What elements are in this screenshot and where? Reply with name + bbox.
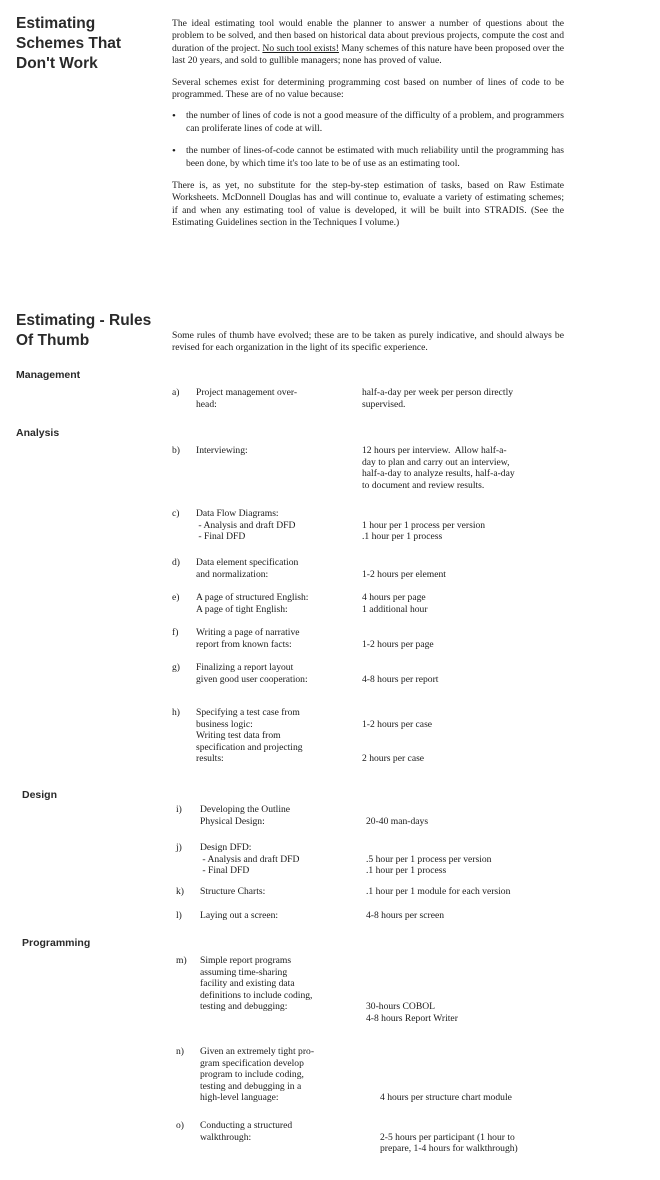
rule-letter: f): [172, 627, 179, 638]
rule-letter: k): [176, 886, 184, 897]
rule-letter: i): [176, 804, 182, 815]
rule-task: [200, 955, 350, 1013]
rule-estimate: [366, 910, 566, 922]
rule-task: [200, 842, 350, 877]
heading-line: Estimating - Rules: [16, 312, 152, 329]
rule-estimate-line: [362, 627, 562, 639]
rule-estimate-line: .1 hour per 1 process: [366, 865, 447, 877]
rule-task-line: - Final DFD: [196, 531, 246, 543]
rule-letter: b): [172, 445, 180, 456]
section-heading-estimating-schemes: [16, 14, 121, 74]
rule-task-line: - Final DFD: [200, 865, 250, 877]
heading-line: Don't Work: [16, 55, 98, 72]
rule-estimate: [362, 387, 562, 410]
heading-line: Of Thumb: [16, 332, 90, 349]
text-run: The ideal estimating tool would enable the planner to answer a number of questions about the problem to be solved, and then based on historical data about previous projects, compute the cost and duration of the project.: [172, 18, 564, 54]
rule-task-line: and normalization:: [196, 568, 269, 580]
rule-task-line: A page of tight English:: [196, 603, 288, 615]
rule-estimate-line: 1 additional hour: [362, 603, 428, 615]
rule-task: [196, 707, 346, 765]
paragraph: Several schemes exist for determining programming cost based on number of lines of code to be programmed. These are of no value because:: [172, 76, 564, 101]
rule-estimate-line: [362, 557, 562, 569]
rule-estimate-line: 12 hours per interview. Allow half-a-: [362, 445, 507, 456]
rule-task-line: Given an extremely tight pro-: [200, 1046, 315, 1057]
rule-estimate: [362, 707, 562, 765]
rule-task: [200, 1046, 350, 1104]
rule-estimate: [362, 508, 562, 543]
rule-task-line: Finalizing a report layout: [196, 662, 294, 673]
rule-task: [196, 387, 346, 410]
rule-task-line: testing and debugging in a: [200, 1080, 302, 1092]
rule-task: [200, 910, 350, 922]
rule-estimate-line: [380, 1069, 580, 1081]
rule-estimate-line: day to plan and carry out an interview,: [362, 456, 510, 468]
rule-task: [200, 804, 350, 827]
rule-estimate-line: 20-40 man-days: [366, 815, 429, 827]
rule-estimate-line: 4-8 hours Report Writer: [366, 1012, 458, 1024]
rule-estimate-line: [366, 955, 566, 967]
rule-task-line: Specifying a test case from: [196, 707, 300, 718]
rule-estimate-line: 30-hours COBOL: [366, 1001, 436, 1013]
rule-task-line: Writing test data from: [196, 730, 281, 742]
rule-estimate: [380, 1046, 580, 1104]
rule-estimate-line: .1 hour per 1 process: [362, 531, 443, 543]
rule-letter: h): [172, 707, 180, 718]
rule-estimate: [362, 592, 562, 615]
rule-letter: e): [172, 592, 180, 603]
rule-estimate: [366, 842, 566, 877]
rule-estimate: [362, 445, 562, 491]
rule-estimate-line: 1-2 hours per case: [362, 718, 433, 730]
rule-task-line: report from known facts:: [196, 638, 292, 650]
rule-estimate-line: half-a-day to analyze results, half-a-day: [362, 468, 515, 480]
rule-estimate-line: .1 hour per 1 module for each version: [366, 886, 511, 897]
rule-task-line: business logic:: [196, 718, 253, 730]
rule-estimate-line: [362, 707, 562, 719]
rule-estimate-line: [366, 990, 566, 1002]
rule-estimate-line: [366, 967, 566, 979]
category-label-analysis: Analysis: [16, 427, 60, 439]
rule-task: [196, 662, 346, 685]
category-label-management: Management: [16, 369, 81, 381]
rule-letter: d): [172, 557, 180, 568]
rule-letter: j): [176, 842, 182, 853]
section2-intro: Some rules of thumb have evolved; these are to be taken as purely indicative, and should always be revised for each organization in the light of its specific experience.: [172, 330, 564, 354]
rule-estimate-line: half-a-day per week per person directly: [362, 387, 514, 398]
rule-task: [196, 627, 346, 650]
bullet-item: • the number of lines of code is not a good measure of the difficulty of a problem, and programmers can proliferate lines of code at will.: [172, 110, 564, 135]
rule-task-line: Interviewing:: [196, 445, 248, 456]
rule-estimate-line: [366, 978, 566, 990]
rule-letter: n): [176, 1046, 184, 1057]
rule-task-line: walkthrough:: [200, 1131, 252, 1143]
rule-estimate-line: 4-8 hours per report: [362, 673, 439, 685]
rule-estimate-line: [362, 742, 562, 754]
paragraph: There is, as yet, no substitute for the step-by-step estimation of tasks, based on Raw Estimate Worksheets. McDonnell Douglas has and will continue to, evaluate a variety of estimating schemes; if and when any estimating tool of value is developed, it will be built into STRADIS. (See the Estimating Guidelines section in the Techniques I volume.): [172, 180, 564, 229]
heading-line: Estimating: [16, 15, 96, 32]
rule-task: [196, 592, 346, 615]
rule-task-line: Structure Charts:: [200, 886, 266, 897]
rule-estimate-line: to document and review results.: [362, 479, 485, 491]
rule-estimate-line: supervised.: [362, 398, 406, 410]
rule-task-line: head:: [196, 398, 217, 410]
rule-task: [196, 445, 346, 457]
rule-estimate-line: [362, 508, 562, 520]
rule-estimate-line: [380, 1120, 580, 1132]
bullet-item: • the number of lines-of-code cannot be estimated with much reliability until the programming has been done, by which time it's too late to be of use as an estimating tool.: [172, 145, 564, 170]
rule-estimate: [362, 627, 562, 650]
rule-task-line: Physical Design:: [200, 815, 265, 827]
rule-estimate-line: prepare, 1-4 hours for walkthrough): [380, 1143, 518, 1155]
heading-line: Schemes That: [16, 35, 122, 52]
rule-estimate-line: 2 hours per case: [362, 753, 425, 765]
rule-estimate: [362, 662, 562, 685]
rule-task-line: Data element specification: [196, 557, 299, 568]
rule-task-line: - Analysis and draft DFD: [200, 853, 300, 865]
rule-task-line: gram specification develop: [200, 1057, 304, 1069]
rule-task-line: results:: [196, 753, 224, 765]
rule-estimate-line: 1-2 hours per page: [362, 638, 434, 650]
rule-estimate-line: 1 hour per 1 process per version: [362, 519, 486, 531]
rule-estimate-line: 4-8 hours per screen: [366, 910, 445, 921]
rule-task: [196, 557, 346, 580]
rule-estimate-line: 4 hours per structure chart module: [380, 1092, 512, 1104]
rule-estimate: [366, 804, 566, 827]
rule-task-line: Data Flow Diagrams:: [196, 508, 279, 519]
rule-letter: m): [176, 955, 187, 966]
rule-letter: l): [176, 910, 182, 921]
rule-task-line: Simple report programs: [200, 955, 292, 966]
rule-estimate-line: [362, 730, 562, 742]
rule-task-line: facility and existing data: [200, 978, 295, 990]
rule-estimate: [366, 955, 566, 1025]
rule-estimate-line: [366, 804, 566, 816]
rule-task-line: program to include coding,: [200, 1069, 304, 1081]
rule-letter: c): [172, 508, 180, 519]
rule-task-line: Conducting a structured: [200, 1120, 293, 1131]
rule-letter: o): [176, 1120, 184, 1131]
rule-estimate: [362, 557, 562, 580]
rule-estimate-line: 2-5 hours per participant (1 hour to: [380, 1131, 515, 1143]
rule-estimate-line: [380, 1046, 580, 1058]
rule-task-line: - Analysis and draft DFD: [196, 519, 296, 531]
rule-task-line: given good user cooperation:: [196, 673, 308, 685]
rule-letter: g): [172, 662, 180, 673]
bullet-list: [172, 110, 564, 170]
rule-estimate-line: [380, 1058, 580, 1070]
rule-task: [196, 508, 346, 543]
rule-estimate-line: .5 hour per 1 process per version: [366, 853, 492, 865]
rule-letter: a): [172, 387, 180, 398]
rule-task-line: A page of structured English:: [196, 592, 309, 603]
rule-task-line: Developing the Outline: [200, 804, 291, 815]
rule-estimate-line: [362, 662, 562, 674]
paragraph: [172, 18, 564, 68]
rule-estimate-line: 1-2 hours per element: [362, 568, 446, 580]
category-label-programming: Programming: [22, 937, 91, 949]
section1-body: [172, 18, 564, 239]
rule-task-line: specification and projecting: [196, 741, 303, 753]
rule-task-line: assuming time-sharing: [200, 966, 288, 978]
text-run: Many schemes of this nature have been proposed over the last 20 years, and sold to gullible managers; none has proved of value.: [172, 42, 565, 67]
rule-task-line: Project management over-: [196, 387, 298, 398]
category-label-design: Design: [22, 789, 58, 801]
rule-task: [200, 1120, 350, 1143]
rule-task-line: definitions to include coding,: [200, 989, 313, 1001]
rule-estimate-line: [366, 842, 566, 854]
rule-estimate: [366, 886, 566, 898]
rule-task: [200, 886, 350, 898]
rule-estimate-line: 4 hours per page: [362, 592, 426, 603]
rule-task-line: Writing a page of narrative: [196, 627, 300, 638]
rule-task-line: high-level language:: [200, 1092, 279, 1104]
section-heading-rules-of-thumb: [16, 311, 151, 351]
rule-task-line: testing and debugging:: [200, 1001, 288, 1013]
rule-task-line: Design DFD:: [200, 842, 252, 853]
rule-estimate: [380, 1120, 580, 1155]
rule-estimate-line: [380, 1081, 580, 1093]
rule-task-line: Laying out a screen:: [200, 910, 279, 921]
underlined-emphasis: No such tool exists!: [262, 42, 339, 54]
